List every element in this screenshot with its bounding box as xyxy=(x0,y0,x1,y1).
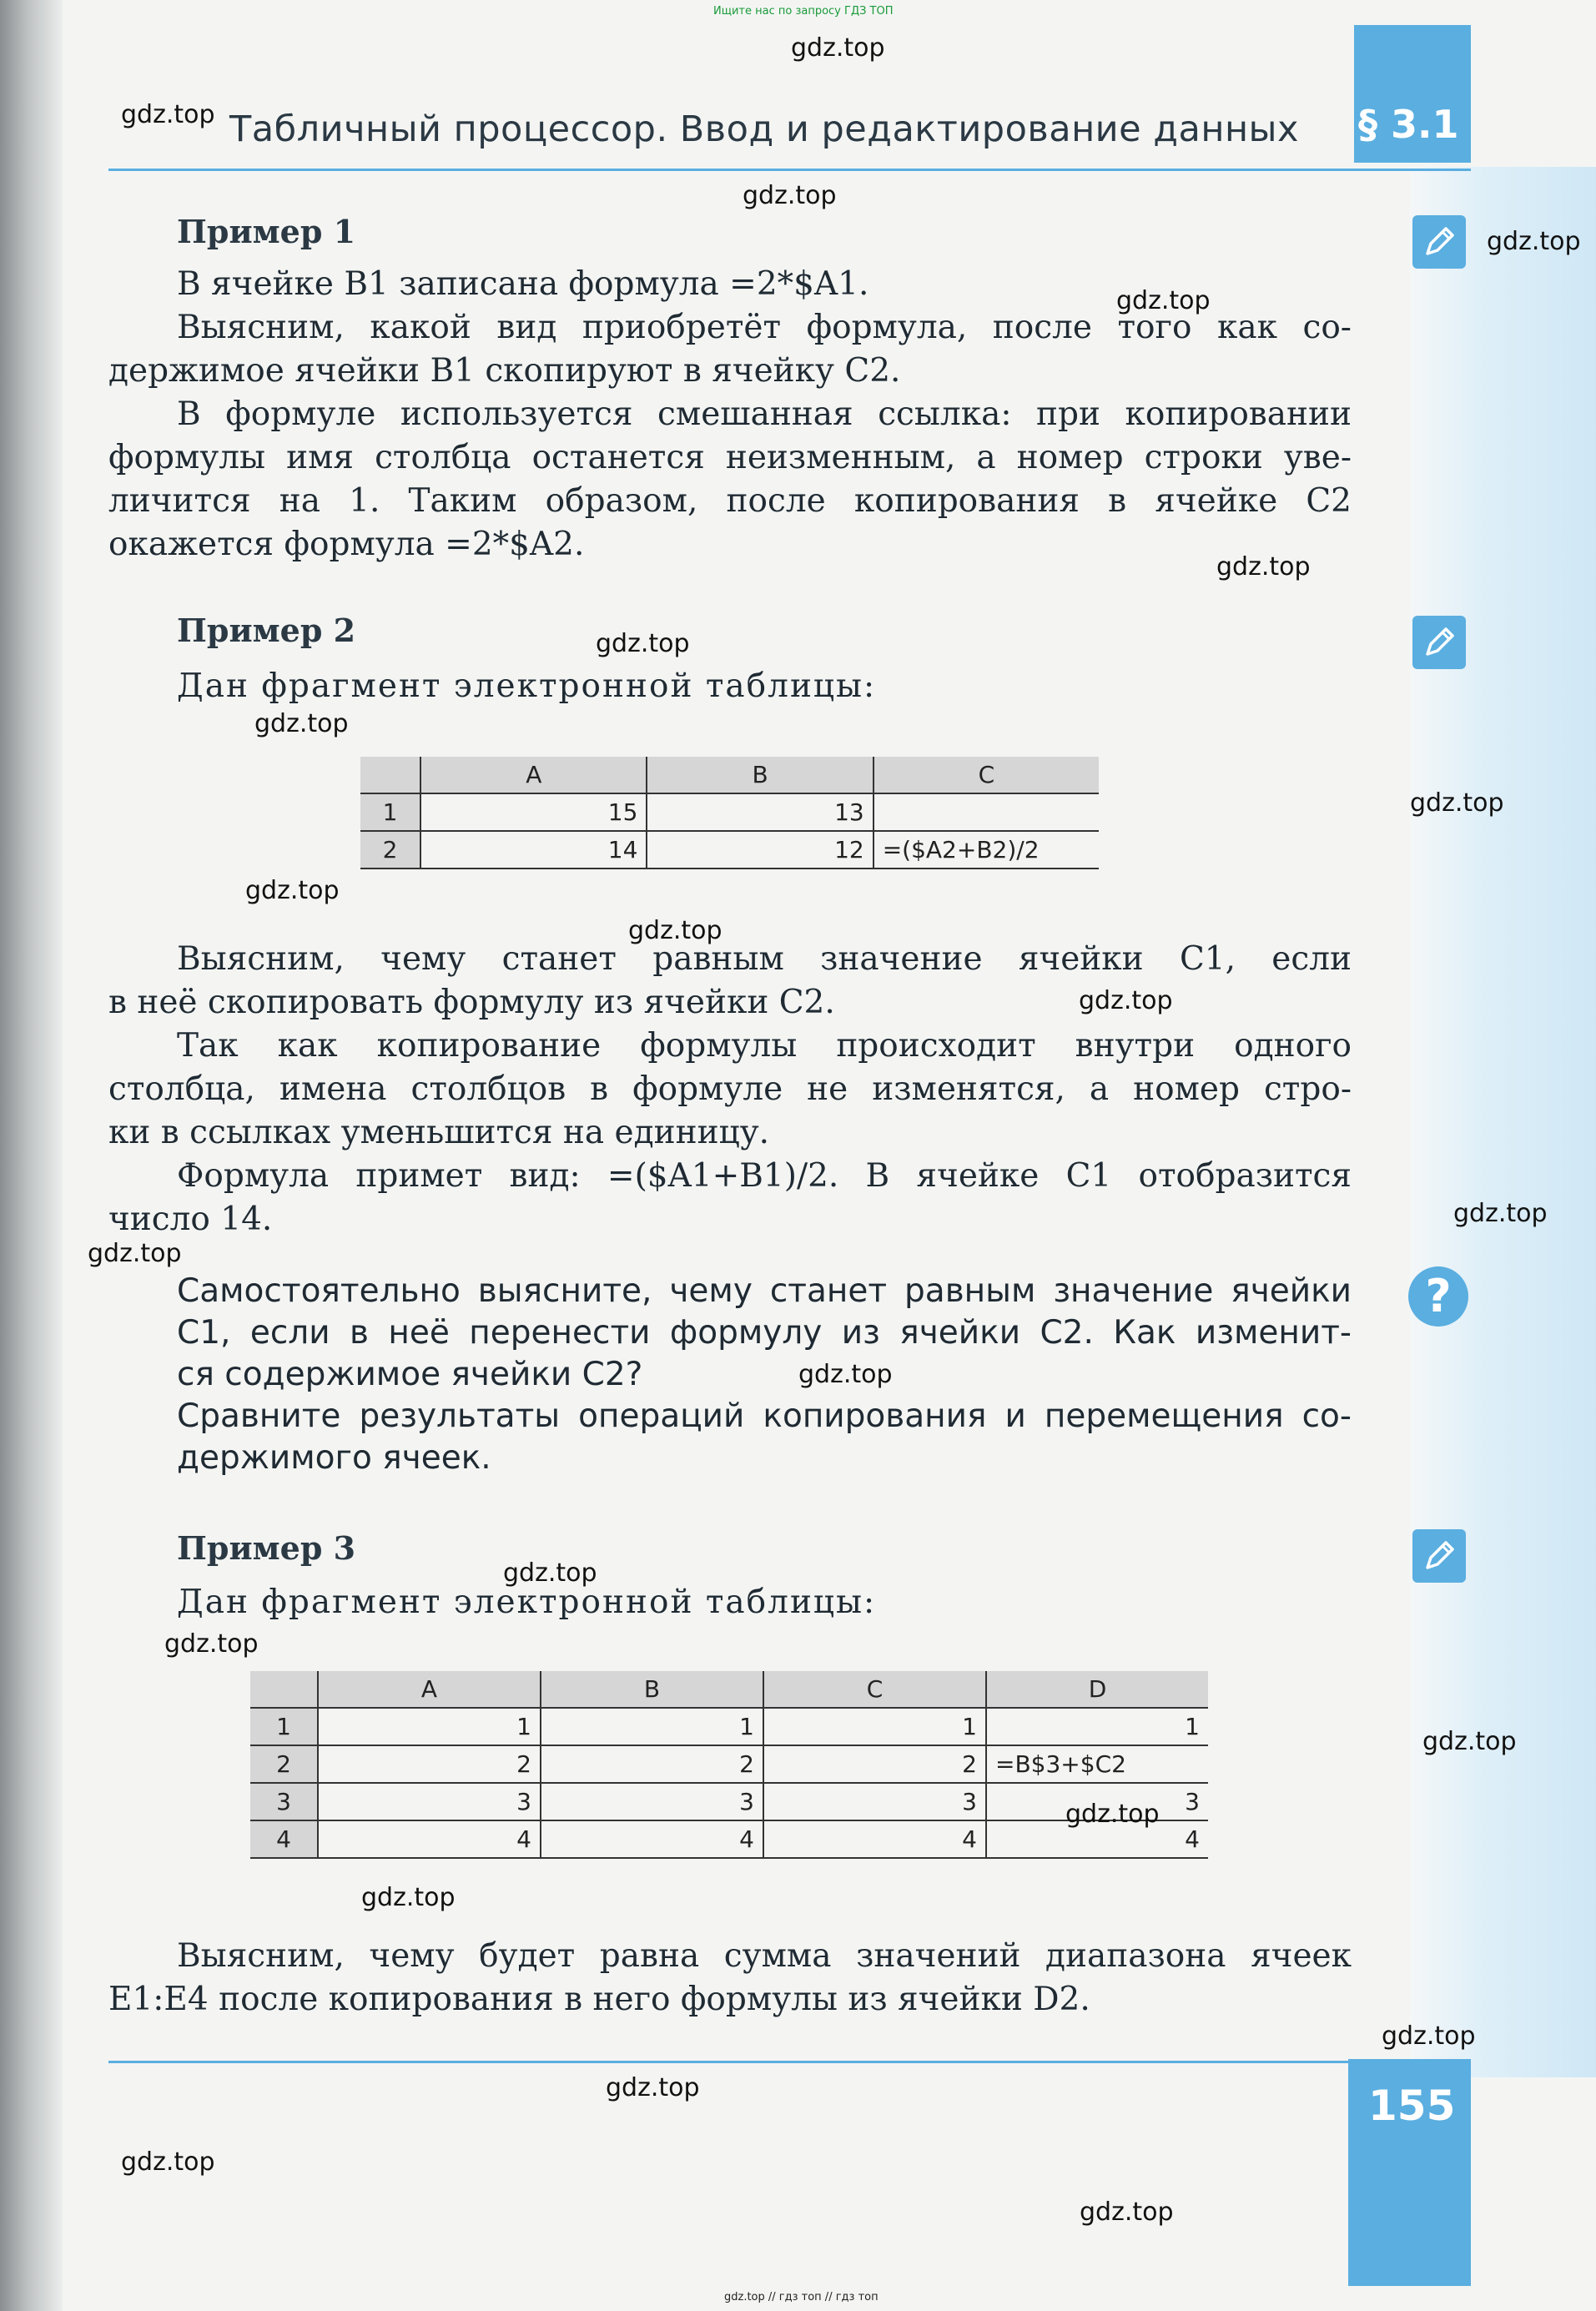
example-1-line: окажется формула =2*$A2. xyxy=(108,526,585,563)
question-line: C1, если в неё перенести формулу из ячейки C2. Как изменит- xyxy=(177,1314,1352,1352)
watermark: gdz.top xyxy=(254,709,349,738)
cell-value: 2 xyxy=(763,1745,986,1783)
watermark: gdz.top xyxy=(121,100,215,129)
table-row xyxy=(250,1820,1208,1858)
example-1-line: Выясним, какой вид приобретёт формула, после того как со- xyxy=(177,309,1352,346)
watermark: gdz.top xyxy=(121,2147,215,2177)
watermark: gdz.top xyxy=(1382,2021,1476,2051)
example-1-line: В ячейке B1 записана формула =2*$A1. xyxy=(177,265,869,303)
watermark: gdz.top xyxy=(1453,1199,1548,1228)
cell-value: 1 xyxy=(541,1708,763,1745)
example-3-heading: Пример 3 xyxy=(177,1529,356,1567)
column-header: B xyxy=(541,1671,763,1708)
watermark: gdz.top xyxy=(743,181,837,210)
example-3-line: E1:E4 после копирования в него формулы из ячейки D2. xyxy=(108,1981,1090,2018)
example-1-heading: Пример 1 xyxy=(177,213,356,250)
example-2-heading: Пример 2 xyxy=(177,612,356,649)
column-header: D xyxy=(986,1671,1208,1708)
watermark: gdz.top xyxy=(606,2073,700,2102)
question-line: держимого ячеек. xyxy=(177,1439,491,1477)
watermark: gdz.top xyxy=(361,1883,456,1912)
table-row xyxy=(250,1708,1208,1745)
pencil-icon xyxy=(1412,1529,1466,1583)
row-number: 1 xyxy=(250,1708,318,1745)
row-number: 3 xyxy=(250,1783,318,1820)
watermark: gdz.top xyxy=(628,916,722,945)
example-1-line: личится на 1. Таким образом, после копирования в ячейке C2 xyxy=(108,482,1352,520)
page-number: 155 xyxy=(1368,2082,1456,2130)
cell-value: 1 xyxy=(763,1708,986,1745)
table-row xyxy=(360,793,1099,831)
cell-value: 1 xyxy=(318,1708,541,1745)
watermark: gdz.top xyxy=(596,629,690,658)
watermark: gdz.top xyxy=(798,1360,893,1389)
example-3-line: Выясним, чему будет равна сумма значений диапазона ячеек xyxy=(177,1937,1352,1975)
table-corner-cell xyxy=(360,757,420,793)
cell-formula: =B$3+$C2 xyxy=(986,1745,1208,1783)
cell-value: 3 xyxy=(541,1783,763,1820)
example-2-line: в неё скопировать формулу из ячейки C2. xyxy=(108,984,835,1021)
watermark: gdz.top xyxy=(88,1239,182,1268)
example-2-line: Выясним, чему станет равным значение ячейки C1, если xyxy=(177,940,1352,978)
question-icon: ? xyxy=(1408,1266,1468,1327)
row-number: 2 xyxy=(250,1745,318,1783)
example-3-table xyxy=(250,1671,1208,1859)
footer-rule xyxy=(108,2061,1352,2063)
watermark: gdz.top xyxy=(1410,788,1504,818)
table-row xyxy=(360,831,1099,869)
table-row xyxy=(250,1745,1208,1783)
header-rule xyxy=(108,169,1471,171)
example-2-intro: Дан фрагмент электронной таблицы: xyxy=(177,667,877,705)
column-header: B xyxy=(647,757,873,793)
cell-value: 12 xyxy=(647,831,873,869)
cell-value: 13 xyxy=(647,793,873,831)
watermark: gdz.top xyxy=(1216,552,1311,582)
cell-value: 4 xyxy=(318,1820,541,1858)
example-1-line: В формуле используется смешанная ссылка: при копировании xyxy=(177,395,1352,433)
top-note: Ищите нас по запросу ГДЗ ТОП xyxy=(713,5,894,18)
example-2-line: столбца, имена столбцов в формуле не изменятся, а номер стро- xyxy=(108,1070,1352,1108)
pencil-icon xyxy=(1412,616,1466,669)
row-number: 1 xyxy=(360,793,420,831)
page-header-title: Табличный процессор. Ввод и редактирование данных xyxy=(229,108,1299,150)
cell-value: 2 xyxy=(318,1745,541,1783)
table-row xyxy=(250,1783,1208,1820)
example-3-intro: Дан фрагмент электронной таблицы: xyxy=(177,1583,877,1621)
example-1-line: формулы имя столбца останется неизменным, а номер строки уве- xyxy=(108,439,1352,476)
section-label: § 3.1 xyxy=(1358,102,1459,147)
cell-formula: =($A2+B2)/2 xyxy=(874,831,1099,869)
cell-value: 14 xyxy=(420,831,647,869)
question-line: Сравните результаты операций копирования и перемещения со- xyxy=(177,1397,1352,1435)
watermark: gdz.top xyxy=(1065,1800,1160,1829)
cell-value: 3 xyxy=(986,1783,1208,1820)
watermark: gdz.top xyxy=(791,33,885,63)
example-1-line: держимое ячейки B1 скопируют в ячейку C2. xyxy=(108,352,901,390)
cell-value xyxy=(874,793,1099,831)
cell-value: 3 xyxy=(318,1783,541,1820)
question-line: Самостоятельно выясните, чему станет равным значение ячейки xyxy=(177,1272,1352,1310)
watermark: gdz.top xyxy=(1422,1727,1517,1756)
footer-note: gdz.top // гдз топ // гдз топ xyxy=(724,2291,879,2303)
table-corner-cell xyxy=(250,1671,318,1708)
cell-value: 2 xyxy=(541,1745,763,1783)
row-number: 2 xyxy=(360,831,420,869)
margin-strip xyxy=(1410,167,1596,2077)
watermark: gdz.top xyxy=(1116,286,1211,315)
page-binding-shadow xyxy=(0,0,63,2311)
pencil-icon xyxy=(1412,215,1466,269)
column-header: A xyxy=(318,1671,541,1708)
column-header: C xyxy=(763,1671,986,1708)
watermark: gdz.top xyxy=(1080,2198,1174,2227)
watermark: gdz.top xyxy=(245,876,340,905)
watermark: gdz.top xyxy=(164,1629,259,1659)
example-2-line: ки в ссылках уменьшится на единицу. xyxy=(108,1114,770,1151)
question-line: ся содержимое ячейки C2? xyxy=(177,1356,643,1393)
column-header: A xyxy=(420,757,647,793)
cell-value: 4 xyxy=(763,1820,986,1858)
example-2-line: Формула примет вид: =($A1+B1)/2. В ячейке C1 отобразится xyxy=(177,1157,1352,1195)
cell-value: 4 xyxy=(541,1820,763,1858)
watermark: gdz.top xyxy=(1487,227,1581,256)
example-2-line: Так как копирование формулы происходит внутри одного xyxy=(177,1027,1352,1065)
cell-value: 3 xyxy=(763,1783,986,1820)
row-number: 4 xyxy=(250,1820,318,1858)
watermark: gdz.top xyxy=(1079,986,1173,1015)
watermark: gdz.top xyxy=(503,1558,597,1588)
cell-value: 4 xyxy=(986,1820,1208,1858)
column-header: C xyxy=(874,757,1099,793)
cell-value: 15 xyxy=(420,793,647,831)
cell-value: 1 xyxy=(986,1708,1208,1745)
example-2-line: число 14. xyxy=(108,1201,273,1238)
example-2-table xyxy=(360,757,1099,869)
